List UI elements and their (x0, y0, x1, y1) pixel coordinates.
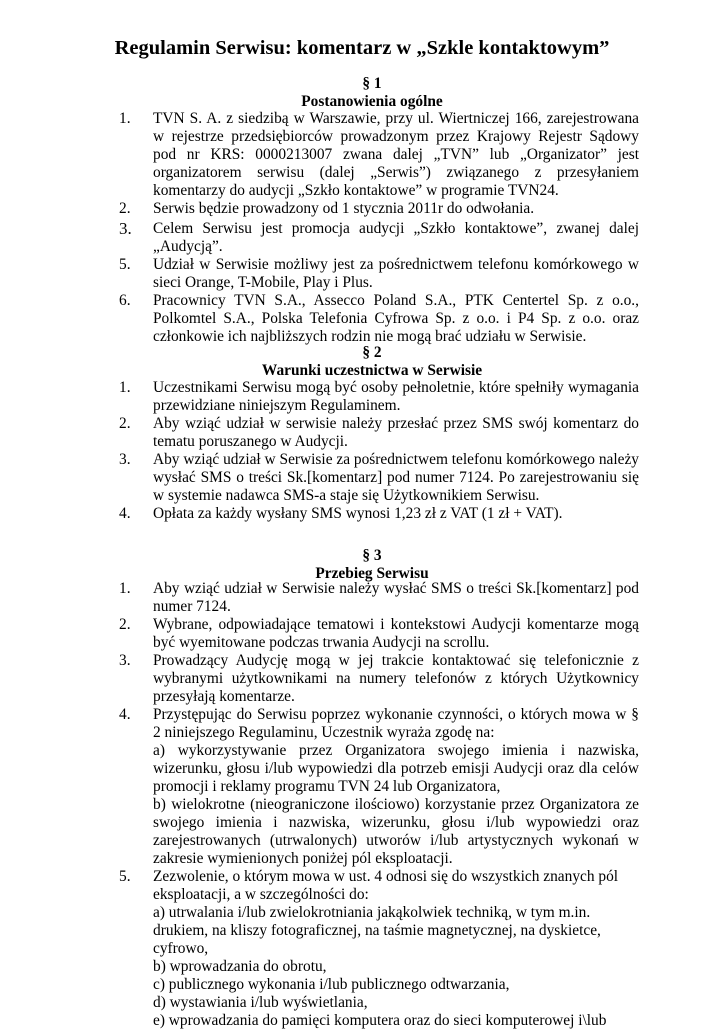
sub-item: c) publicznego wykonania i/lub publicznego odtwarzania, (153, 976, 510, 993)
item-number: 6. (119, 292, 131, 309)
item-text: Aby wziąć udział w Serwisie należy wysłać SMS o treści Sk.[komentarz] pod numer 7124. (153, 580, 639, 615)
list-item (0, 505, 639, 523)
list-item (0, 110, 639, 200)
list-item (0, 415, 639, 451)
item-text: Wybrane, odpowiadające tematowi i kontekstowi Audycji komentarze mogą być wyemitowane podczas trwania Audycji na scrollu. (153, 616, 639, 651)
list-item (0, 706, 639, 868)
list-item (0, 220, 639, 256)
item-text: Przystępując do Serwisu poprzez wykonanie czynności, o których mowa w § 2 niniejszego Regulaminu, Uczestnik wyraża zgodę na: (153, 706, 639, 741)
list-item (0, 256, 639, 292)
item-text: Uczestnikami Serwisu mogą być osoby pełnoletnie, które spełniły wymagania przewidziane niniejszym Regulaminem. (153, 379, 639, 414)
item-text: Opłata za każdy wysłany SMS wynosi 1,23 zł z VAT (1 zł + VAT). (153, 505, 563, 522)
list-item (0, 379, 639, 415)
section-3-title: Przebieg Serwisu (315, 565, 429, 582)
section-3-list (0, 580, 724, 1030)
item-text: Aby wziąć udział w serwisie należy przesłać przez SMS swój komentarz do tematu poruszanego w Audycji. (153, 415, 639, 450)
list-item (0, 652, 639, 706)
item-number: 3. (119, 652, 131, 669)
item-number: 4. (119, 505, 131, 522)
item-text: Zezwolenie, o którym mowa w ust. 4 odnosi się do wszystkich znanych pól eksploatacji, a w szczególności do: (153, 868, 619, 903)
section-3-number: § 3 (362, 547, 382, 564)
section-1-title: Postanowienia ogólne (301, 93, 443, 110)
item-number: 1. (119, 110, 131, 127)
item-text: TVN S. A. z siedzibą w Warszawie, przy ul. Wiertniczej 166, zarejestrowana w rejestrze przedsiębiorców prowadzonym przez Krajowy Rejestr Sądowy pod nr KRS: 0000213007 zwana dalej „TVN” lub „Organizator” jest organizatorem serwisu (dalej „Serwis”) związanego z przesyłaniem komentarzy do audycji „Szkło kontaktowe” w programie TVN24. (153, 110, 639, 199)
sub-item: a) utrwalania i/lub zwielokrotniania jakąkolwiek techniką, w tym m.in. drukiem, na kliszy fotograficznej, na taśmie magnetycznej, na dyskietce, cyfrowo, (153, 904, 601, 957)
item-number: 3. (119, 219, 132, 238)
sub-item: d) wystawiania i/lub wyświetlania, (153, 994, 368, 1011)
item-number: 2. (119, 616, 131, 633)
item-number: 2. (119, 415, 131, 432)
list-item (0, 580, 639, 616)
item-text: Serwis będzie prowadzony od 1 stycznia 2011r do odwołania. (153, 200, 535, 217)
item-number: 3. (119, 451, 131, 468)
section-1-list (0, 110, 724, 346)
item-number: 4. (119, 706, 131, 723)
item-number: 5. (119, 256, 131, 273)
sub-item: a) wykorzystywanie przez Organizatora swojego imienia i nazwiska, wizerunku, głosu i/lub wypowiedzi dla potrzeb emisji Audycji oraz dla celów promocji i reklamy programu TVN 24 lub Organizatora, (153, 742, 639, 795)
item-text: Prowadzący Audycję mogą w jej trakcie kontaktować się telefonicznie z wybranymi użytkownikami na numery telefonów z których Użytkownicy przesyłają komentarze. (153, 652, 639, 705)
section-2-list (0, 379, 724, 523)
list-item (0, 451, 639, 505)
item-text: Pracownicy TVN S.A., Assecco Poland S.A., PTK Centertel Sp. z o.o., Polkomtel S.A., Polska Telefonia Cyfrowa Sp. z o.o. i P4 Sp. z o.o. oraz członkowie ich najbliższych rodzin nie mogą brać udziału w Serwisie. (153, 292, 639, 345)
list-item (0, 200, 639, 218)
sub-item: e) wprowadzania do pamięci komputera oraz do sieci komputerowej i\lub (153, 1012, 607, 1029)
sub-item: b) wielokrotne (nieograniczone ilościowo) korzystanie przez Organizatora ze swojego imienia i nazwiska, wizerunku, głosu i/lub wypowiedzi oraz zarejestrowanych (utrwalonych) utworów i/lub artystycznych wykonań w zakresie wymienionych poniżej pól eksploatacji. (153, 796, 639, 867)
list-item (0, 292, 639, 346)
item-text: Celem Serwisu jest promocja audycji „Szkło kontaktowe”, zwanej dalej „Audycją”. (153, 220, 639, 255)
sub-item: b) wprowadzania do obrotu, (153, 958, 327, 975)
list-item (0, 616, 639, 652)
item-number: 5. (119, 868, 131, 885)
section-1-number: § 1 (362, 75, 382, 92)
item-number: 1. (119, 379, 131, 396)
item-text: Aby wziąć udział w Serwisie za pośrednictwem telefonu komórkowego należy wysłać SMS o treści Sk.[komentarz] pod numer 7124. Po zarejestrowaniu się w systemie nadawca SMS-a staje się Użytkownikiem Serwisu. (153, 451, 639, 504)
section-2-title: Warunki uczestnictwa w Serwisie (261, 362, 483, 379)
item-number: 2. (119, 200, 131, 217)
section-2-number: § 2 (362, 344, 382, 361)
item-number: 1. (119, 580, 131, 597)
list-item (0, 868, 639, 1030)
document-title: Regulamin Serwisu: komentarz w „Szkle kontaktowym” (114, 37, 610, 59)
item-text: Udział w Serwisie możliwy jest za pośrednictwem telefonu komórkowego w sieci Orange, T-Mobile, Play i Plus. (153, 256, 639, 291)
